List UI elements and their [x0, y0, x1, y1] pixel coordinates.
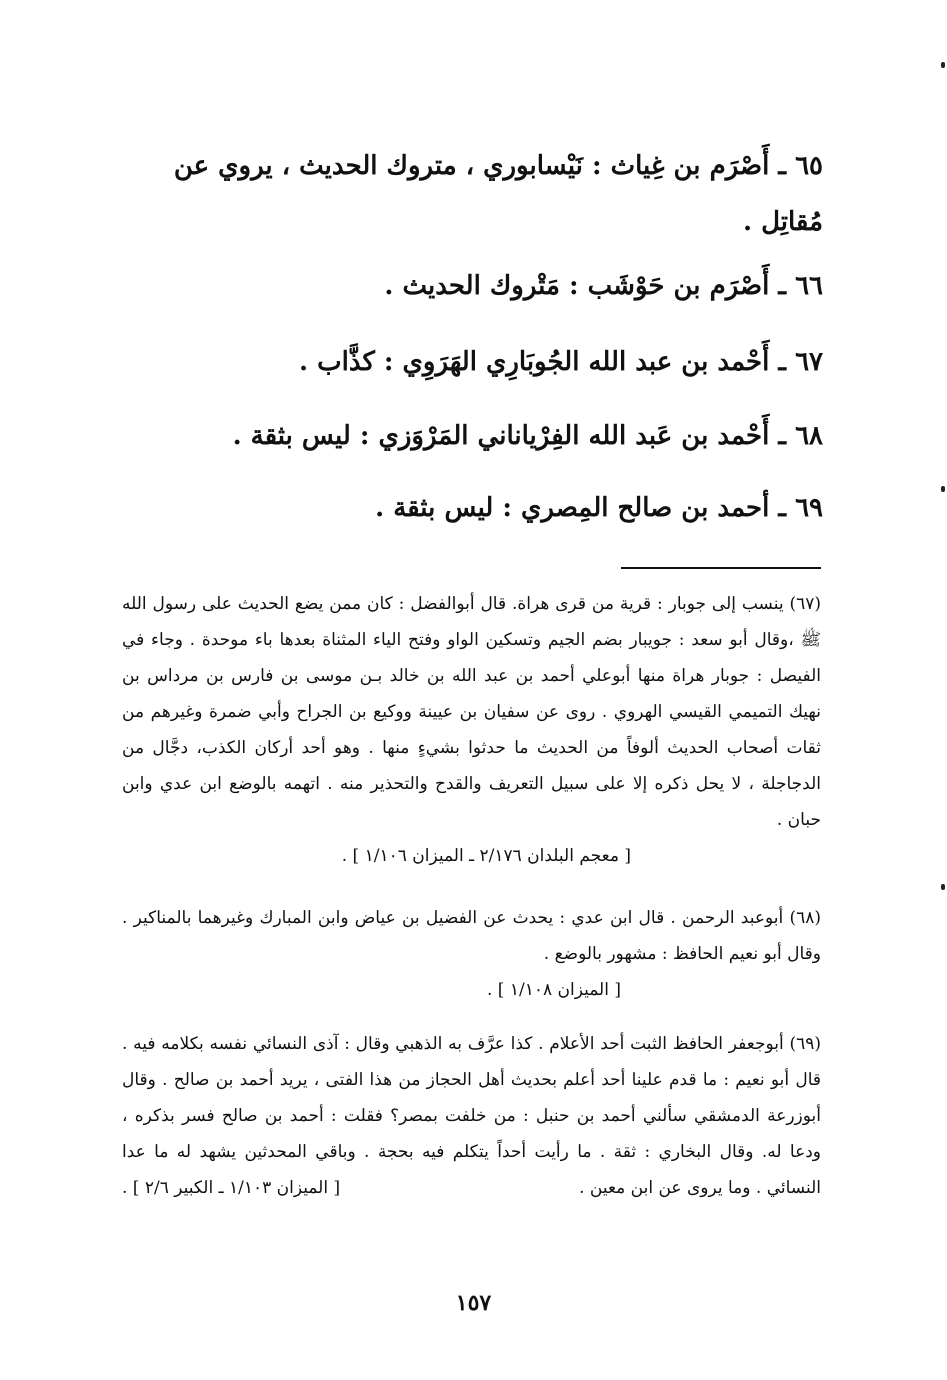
scan-mark — [941, 884, 945, 890]
entry-69: ٦٩ ـ أحمد بن صالح المِصري : ليس بثقة . — [375, 493, 823, 523]
entry-68: ٦٨ ـ أَحْمد بن عَبد الله الفِرْياناني المَرْوَزي : ليس بثقة . — [232, 421, 823, 451]
footnote-69 — [122, 1026, 821, 1206]
scan-mark — [941, 486, 945, 492]
entry-65: ٦٥ ـ أَصْرَم بن غِياث : نَيْسابوري ، متروك الحديث ، يروي عن مُقاتِل . — [173, 151, 823, 237]
footnote-divider — [621, 567, 821, 569]
footnote-68-body: (٦٨) أبوعبد الرحمن . قال ابن عدي : يحدث عن الفضيل بن عياض وابن المبارك وغيرهما بالمناكير . وقال أبو نعيم الحافظ : مشهور بالوضع . — [122, 908, 821, 964]
entry-66: ٦٦ ـ أَصْرَم بن حَوْشَب : مَتْروك الحديث . — [384, 271, 823, 301]
footnote-67-reference: [ معجم البلدان ٢/١٧٦ ـ الميزان ١/١٠٦ ] . — [341, 846, 631, 866]
entry-67: ٦٧ ـ أَحْمد بن عبد الله الجُوبَارِي الهَرَوِي : كذَّاب . — [299, 347, 823, 377]
footnote-68-reference: [ الميزان ١/١٠٨ ] . — [487, 980, 621, 1000]
footnote-67 — [122, 586, 821, 874]
page-number: ١٥٧ — [455, 1290, 492, 1316]
footnote-69-reference: [ الميزان ١/١٠٣ ـ الكبير ٢/٦ ] . — [122, 1178, 341, 1198]
scan-mark — [941, 62, 945, 68]
footnote-67-body: (٦٧) ينسب إلى جوبار : قرية من قرى هراة. قال أبوالفضل : كان ممن يضع الحديث على رسول الله ﷺ ،وقال أبو سعد : جويبار بضم الجيم وتسكين الواو وفتح الياء المثناة بعدها باء موحدة . وجاء في الفيصل : جوبار هراة منها أبوعلي أحمد بن عبد الله بن خالد بـن موسى بن فارس بن مرداس بن نهيك التميمي القيسي الهروي . روى عن سفيان بن عيينة ووكيع بن الجراح وأبي ضمرة وغيرهم من ثقات أصحاب الحديث ألوفاً من الحديث ما حدثوا بشيءٍ منها . وهو أحد أركان الكذب، دجَّال من الدجاجلة ، لا يحل ذكره إلا على سبيل التعريف والقدح والتحذير منه . اتهمه بالوضع ابن عدي وابن حبان . — [122, 594, 821, 830]
footnote-69-body: (٦٩) أبوجعفر الحافظ الثبت أحد الأعلام . كذا عرَّف به الذهبي وقال : آذى النسائي نفسه بكلامه فيه . قال أبو نعيم : ما قدم علينا أحد أعلم بحديث أهل الحجاز من هذا الفتى ، يريد أحمد بن صالح . وقال أبوزرعة الدمشقي سألني أحمد بن حنبل : من خلفت بمصر؟ فقلت : أحمد بن صالح فسر بذكره ، ودعا له. وقال البخاري : ثقة . ما رأيت أحداً يتكلم فيه بحجة . وباقي المحدثين يشهد له ما عدا النسائي . وما يروى عن ابن معين . — [122, 1034, 821, 1198]
footnote-68 — [122, 900, 821, 1008]
